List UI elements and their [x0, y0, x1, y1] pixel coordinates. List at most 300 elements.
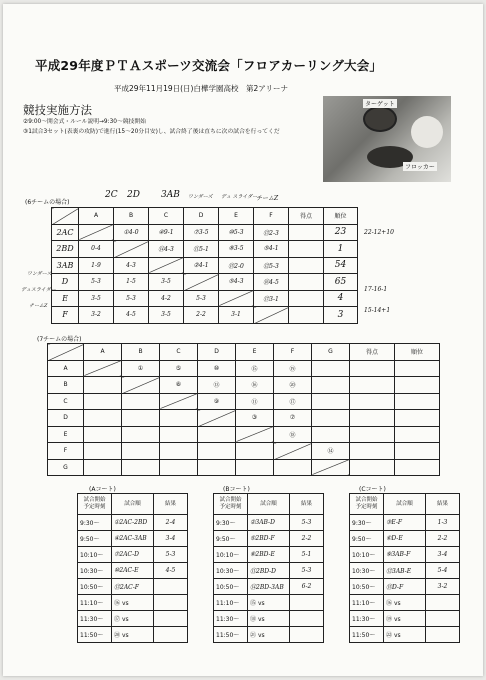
match-cell: 1-9	[79, 257, 114, 274]
court-row	[78, 595, 188, 611]
match-result: 4-5	[154, 563, 188, 579]
vs-label: vs	[121, 616, 129, 623]
match-number: ⑰	[114, 616, 121, 623]
match-result: 6-2	[290, 579, 324, 595]
match-result	[154, 627, 188, 643]
self-cell	[254, 307, 289, 324]
table-row	[52, 290, 358, 307]
rank-cell: 4	[324, 290, 358, 307]
start-time: 11:30～	[350, 611, 384, 627]
match-cell	[122, 426, 160, 443]
self-cell	[79, 224, 114, 241]
rank-cell: 3	[324, 307, 358, 324]
court-row	[78, 611, 188, 627]
match-cell	[122, 443, 160, 460]
vs-label: vs	[393, 616, 401, 623]
match-cell: 4-2	[149, 290, 184, 307]
match-order: ⑫3AB-E	[384, 563, 426, 579]
court-row	[214, 531, 324, 547]
match-order	[112, 627, 154, 643]
match-cell: ⑪5-1	[184, 241, 219, 258]
score-cell	[350, 377, 395, 394]
side-note: デュスライダー	[21, 287, 56, 293]
match-number: ㉒	[386, 632, 393, 639]
match-cell	[84, 377, 122, 394]
match-cell: 1-5	[114, 274, 149, 291]
match-result: 5-3	[290, 515, 324, 531]
table-row	[52, 241, 358, 258]
court-c-caption: (Cコート)	[359, 486, 386, 493]
table-row	[48, 426, 440, 443]
team-name: F	[52, 307, 79, 324]
vs-label: vs	[257, 616, 265, 623]
vs-label: vs	[257, 632, 265, 639]
top-note: デュ スライダー	[221, 194, 258, 200]
match-number: ㉑	[250, 632, 257, 639]
match-cell	[312, 360, 350, 377]
stone-label: フロッカー	[405, 164, 435, 171]
score-cell	[350, 426, 395, 443]
match-number: ⑮	[250, 600, 257, 607]
match-cell: ⑦	[274, 410, 312, 427]
court-a-caption: (Aコート)	[89, 486, 116, 493]
score-cell	[289, 241, 324, 258]
self-cell	[184, 274, 219, 291]
match-cell	[84, 443, 122, 460]
match-result: 1-3	[426, 515, 460, 531]
match-cell: 3-2	[79, 307, 114, 324]
match-cell: ⑰3-1	[254, 290, 289, 307]
col-header: D	[198, 344, 236, 361]
court-row	[214, 579, 324, 595]
match-order: ②3AB-D	[248, 515, 290, 531]
col-header: A	[84, 344, 122, 361]
match-cell: ⑮2-0	[219, 257, 254, 274]
col-header: A	[79, 208, 114, 225]
match-cell: 3-5	[149, 274, 184, 291]
rule-line-2: ③1試合3セット(表裏の攻防)で進行(15～20分目安)し、試合終了後は直ちに次の試合を行ってくだ	[23, 129, 280, 135]
col-header: 順位	[324, 208, 358, 225]
score-cell	[350, 393, 395, 410]
match-order	[248, 595, 290, 611]
match-result	[426, 611, 460, 627]
start-time: 10:10～	[214, 547, 248, 563]
match-result: 5-3	[290, 563, 324, 579]
time-header: 試合開始 予定時刻	[350, 494, 384, 515]
match-cell: ⑯4-5	[254, 274, 289, 291]
match-cell: 3-5	[149, 307, 184, 324]
match-cell	[312, 393, 350, 410]
match-result: 5-4	[426, 563, 460, 579]
start-time: 11:10～	[214, 595, 248, 611]
self-cell	[160, 393, 198, 410]
match-cell: 5-3	[79, 274, 114, 291]
match-result: 2-2	[426, 531, 460, 547]
match-cell: ⑩	[198, 360, 236, 377]
start-time: 10:50～	[350, 579, 384, 595]
target-stone	[363, 106, 397, 132]
match-cell	[122, 410, 160, 427]
court-row	[350, 531, 460, 547]
team-name: 2BD	[52, 241, 79, 258]
start-time: 9:50～	[78, 531, 112, 547]
rank-cell	[395, 393, 440, 410]
match-result: 3-2	[426, 579, 460, 595]
team-name: D	[48, 410, 84, 427]
match-order: ⑮D-F	[384, 579, 426, 595]
corner-cell	[48, 344, 84, 361]
rank-cell	[395, 426, 440, 443]
col-header: B	[114, 208, 149, 225]
start-time: 11:10～	[350, 595, 384, 611]
team-name: C	[48, 393, 84, 410]
match-cell	[84, 459, 122, 476]
match-order	[384, 627, 426, 643]
section-heading: 競技実施方法	[23, 103, 92, 117]
match-cell	[236, 443, 274, 460]
match-cell: ①	[122, 360, 160, 377]
rule-line-1: ②9:00～開会式・ルール説明→9:30～競技開始	[23, 119, 146, 125]
right-note: 22-12+10	[364, 229, 394, 236]
col-header: 順位	[395, 344, 440, 361]
score-cell	[350, 459, 395, 476]
match-cell: 5-3	[114, 290, 149, 307]
match-result	[426, 627, 460, 643]
match-cell	[312, 410, 350, 427]
start-time: 10:30～	[78, 563, 112, 579]
self-cell	[198, 410, 236, 427]
match-result	[290, 611, 324, 627]
self-cell	[84, 360, 122, 377]
rank-cell	[395, 443, 440, 460]
side-note: チームZ	[29, 303, 48, 309]
side-note: ワンダーズ	[27, 271, 52, 277]
col-header: C	[149, 208, 184, 225]
court-row	[78, 547, 188, 563]
match-cell: ⑬2-3	[254, 224, 289, 241]
col-header: E	[236, 344, 274, 361]
top-note: 3AB	[161, 190, 180, 200]
court-row	[350, 563, 460, 579]
match-cell: ⑬	[198, 377, 236, 394]
court-row	[350, 627, 460, 643]
match-order: ⑪2BD-D	[248, 563, 290, 579]
corner-cell	[52, 208, 79, 225]
start-time: 10:50～	[214, 579, 248, 595]
team-name: B	[48, 377, 84, 394]
right-note: 15-14+1	[364, 307, 391, 314]
score-cell	[289, 224, 324, 241]
target-label: ターゲット	[365, 101, 395, 108]
match-cell: ⑭	[312, 443, 350, 460]
match-cell: 2-2	[184, 307, 219, 324]
match-cell: 0-4	[79, 241, 114, 258]
time-header: 試合開始 予定時刻	[214, 494, 248, 515]
self-cell	[122, 377, 160, 394]
rules-text	[23, 117, 280, 137]
match-cell	[160, 410, 198, 427]
match-cell: 4-5	[114, 307, 149, 324]
match-cell	[84, 393, 122, 410]
match-number: ⑱	[250, 616, 257, 623]
match-order: ⑥D-E	[384, 531, 426, 547]
match-order	[248, 611, 290, 627]
match-order: ①2AC-2BD	[112, 515, 154, 531]
match-result	[290, 595, 324, 611]
table-row	[48, 443, 440, 460]
match-cell: ⑧3-5	[219, 241, 254, 258]
match-cell: ⑲	[274, 360, 312, 377]
start-time: 11:50～	[78, 627, 112, 643]
order-header: 試合順	[384, 494, 426, 515]
match-cell: ⑱	[274, 426, 312, 443]
match-order	[248, 627, 290, 643]
court-row	[350, 579, 460, 595]
score-cell	[289, 290, 324, 307]
match-number: ⑲	[386, 616, 393, 623]
start-time: 11:50～	[350, 627, 384, 643]
table-row	[52, 307, 358, 324]
vs-label: vs	[121, 632, 129, 639]
match-cell	[274, 459, 312, 476]
col-header: C	[160, 344, 198, 361]
court-row	[214, 547, 324, 563]
match-cell	[198, 459, 236, 476]
court-b-table	[213, 493, 324, 643]
table-row	[48, 360, 440, 377]
match-result	[290, 627, 324, 643]
court-header-row	[350, 494, 460, 515]
match-order: ④2AC-3AB	[112, 531, 154, 547]
match-result	[426, 595, 460, 611]
match-order	[112, 611, 154, 627]
match-cell	[312, 426, 350, 443]
table-header-row	[48, 344, 440, 361]
court-row	[78, 531, 188, 547]
court-row	[214, 515, 324, 531]
table6-caption: (6チームの場合)	[25, 199, 70, 206]
table-row	[48, 393, 440, 410]
match-cell: ⑳	[274, 377, 312, 394]
match-cell: ⑩5-3	[219, 224, 254, 241]
score-cell	[289, 307, 324, 324]
rank-cell	[395, 459, 440, 476]
col-header: F	[274, 344, 312, 361]
table-7-teams	[47, 343, 440, 476]
col-header: 得点	[289, 208, 324, 225]
time-header: 試合開始 予定時刻	[78, 494, 112, 515]
order-header: 試合順	[112, 494, 154, 515]
white-disc	[411, 116, 443, 148]
match-cell: ⑤	[160, 360, 198, 377]
team-name: A	[48, 360, 84, 377]
table-row	[52, 224, 358, 241]
event-date: 平成29年11月19日(日)白樺学園高校 第2アリーナ	[114, 84, 288, 93]
rank-cell: 54	[324, 257, 358, 274]
vs-label: vs	[393, 600, 401, 607]
vs-label: vs	[393, 632, 401, 639]
table-row	[48, 410, 440, 427]
rank-cell: 1	[324, 241, 358, 258]
col-header: D	[184, 208, 219, 225]
self-cell	[274, 443, 312, 460]
match-result: 2-4	[154, 515, 188, 531]
match-order: ⑧2BD-E	[248, 547, 290, 563]
court-row	[350, 595, 460, 611]
match-cell: ⑫5-3	[254, 257, 289, 274]
paper-sheet	[3, 4, 483, 676]
team-name: E	[52, 290, 79, 307]
match-result: 3-4	[154, 531, 188, 547]
match-cell: ⑦3-5	[184, 224, 219, 241]
match-cell	[160, 426, 198, 443]
match-cell	[198, 443, 236, 460]
rank-cell	[395, 377, 440, 394]
order-header: 試合順	[248, 494, 290, 515]
self-cell	[114, 241, 149, 258]
court-row	[214, 595, 324, 611]
court-row	[214, 627, 324, 643]
match-cell	[236, 459, 274, 476]
start-time: 11:30～	[214, 611, 248, 627]
match-result	[154, 611, 188, 627]
match-result: 2-2	[290, 531, 324, 547]
match-cell: ⑤4-3	[219, 274, 254, 291]
match-cell	[84, 410, 122, 427]
court-b-caption: (Bコート)	[223, 486, 250, 493]
match-cell: ④9-1	[149, 224, 184, 241]
match-cell	[198, 426, 236, 443]
match-cell	[122, 393, 160, 410]
match-order: ⑦2AC-D	[112, 547, 154, 563]
team-name: F	[48, 443, 84, 460]
match-cell: ⑰	[274, 393, 312, 410]
match-order: ⑤2BD-F	[248, 531, 290, 547]
right-note: 17-16-1	[364, 286, 388, 293]
start-time: 11:10～	[78, 595, 112, 611]
court-c-table	[349, 493, 460, 643]
match-cell: ①4-0	[114, 224, 149, 241]
match-cell: ⑨	[198, 393, 236, 410]
self-cell	[219, 290, 254, 307]
score-cell	[350, 360, 395, 377]
page-title: 平成29年度ＰＴＡスポーツ交流会「フロアカーリング大会」	[35, 58, 383, 73]
score-cell	[350, 410, 395, 427]
start-time: 9:50～	[214, 531, 248, 547]
court-header-row	[78, 494, 188, 515]
col-header: G	[312, 344, 350, 361]
court-row	[350, 611, 460, 627]
self-cell	[149, 257, 184, 274]
court-a-table	[77, 493, 188, 643]
match-order	[384, 595, 426, 611]
top-note: 2C	[105, 190, 118, 200]
match-order: ⑨3AB-F	[384, 547, 426, 563]
court-row	[350, 515, 460, 531]
match-cell	[312, 377, 350, 394]
match-order: ⑩2AC-E	[112, 563, 154, 579]
court-row	[78, 627, 188, 643]
self-cell	[236, 426, 274, 443]
start-time: 9:30～	[78, 515, 112, 531]
court-row	[78, 563, 188, 579]
vs-label: vs	[121, 600, 129, 607]
start-time: 11:50～	[214, 627, 248, 643]
match-cell: ⑧	[160, 377, 198, 394]
match-result	[154, 579, 188, 595]
court-header-row	[214, 494, 324, 515]
team-name: 3AB	[52, 257, 79, 274]
vs-label: vs	[257, 600, 265, 607]
match-number: ⑯	[386, 600, 393, 607]
match-result: 3-4	[426, 547, 460, 563]
court-row	[78, 515, 188, 531]
match-number: ⑯	[114, 600, 121, 607]
match-cell: ③	[236, 410, 274, 427]
rank-cell: 65	[324, 274, 358, 291]
self-cell	[312, 459, 350, 476]
match-order	[384, 611, 426, 627]
col-header: E	[219, 208, 254, 225]
match-order: ③E-F	[384, 515, 426, 531]
top-note: チームZ	[256, 195, 279, 202]
match-result: 5-1	[290, 547, 324, 563]
start-time: 10:10～	[350, 547, 384, 563]
table7-caption: (7チームの場合)	[37, 336, 82, 343]
start-time: 10:50～	[78, 579, 112, 595]
team-name: D	[52, 274, 79, 291]
start-time: 9:50～	[350, 531, 384, 547]
match-cell: ⑯	[236, 377, 274, 394]
match-cell	[84, 426, 122, 443]
start-time: 10:30～	[214, 563, 248, 579]
start-time: 10:10～	[78, 547, 112, 563]
match-order	[112, 595, 154, 611]
start-time: 11:30～	[78, 611, 112, 627]
match-cell: 3-5	[79, 290, 114, 307]
table-header-row	[52, 208, 358, 225]
rank-cell: 23	[324, 224, 358, 241]
top-note: ワンダーズ	[188, 194, 213, 200]
result-header: 結果	[154, 494, 188, 515]
table-row	[52, 274, 358, 291]
match-cell: ⑪	[236, 393, 274, 410]
score-cell	[350, 443, 395, 460]
rank-cell	[395, 360, 440, 377]
match-result	[154, 595, 188, 611]
team-name: 2AC	[52, 224, 79, 241]
score-cell	[289, 257, 324, 274]
match-cell	[122, 459, 160, 476]
court-row	[350, 547, 460, 563]
match-cell: ⑭4-3	[149, 241, 184, 258]
court-row	[214, 563, 324, 579]
top-note: 2D	[127, 190, 140, 200]
match-order: ⑬2AC-F	[112, 579, 154, 595]
match-cell	[160, 459, 198, 476]
table-row	[48, 459, 440, 476]
col-header: 得点	[350, 344, 395, 361]
team-name: G	[48, 459, 84, 476]
curling-photo	[323, 96, 451, 182]
table-row	[52, 257, 358, 274]
match-cell: ②4-1	[184, 257, 219, 274]
col-header: F	[254, 208, 289, 225]
table-6-teams	[51, 207, 358, 324]
match-order: ⑭2BD-3AB	[248, 579, 290, 595]
match-result: 5-3	[154, 547, 188, 563]
start-time: 9:30～	[350, 515, 384, 531]
